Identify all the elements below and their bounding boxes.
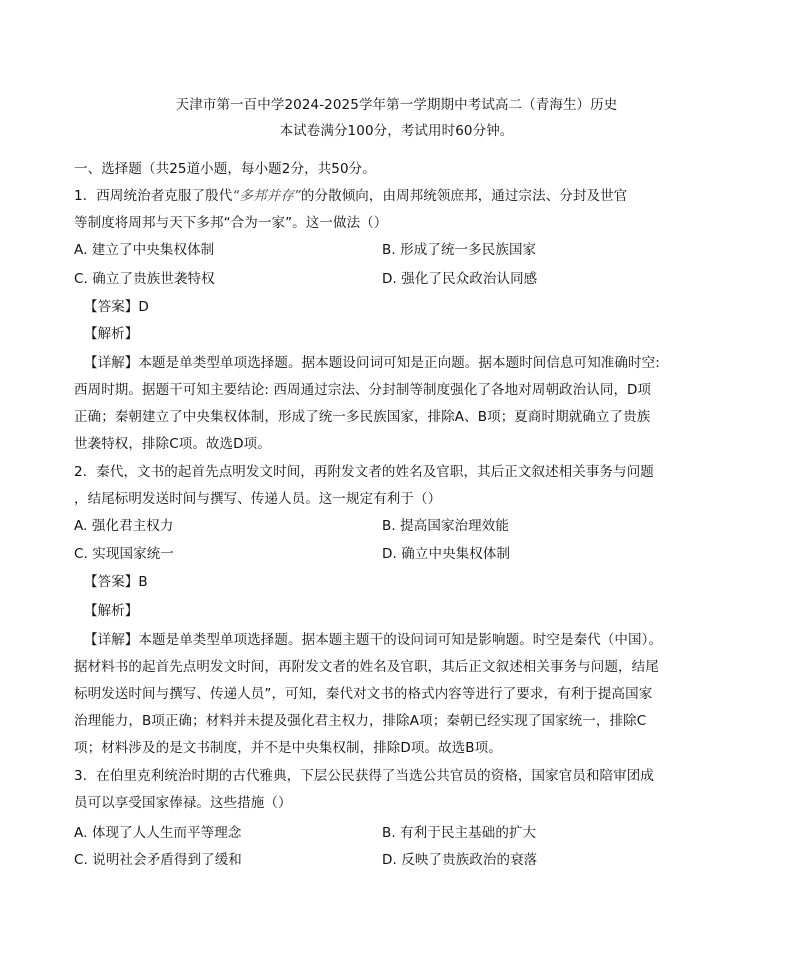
q1-option-a: A. 建立了中央集权体制 [74, 242, 215, 258]
q3-option-c: C. 说明社会矛盾得到了缓和 [74, 852, 242, 868]
q2-stem-line1: 2．秦代，文书的起首先点明发文时间，再附发文者的姓名及官职，其后正文叙述相关事务与问题 [74, 464, 654, 480]
q1-detail-line3: 正确；秦朝建立了中央集权体制，形成了统一多民族国家，排除A、B项；夏商时期就确立了贵族 [74, 409, 651, 425]
q2-detail-line4: 治理能力，B项正确；材料并未提及强化君主权力，排除A项；秦朝已经实现了国家统一，排除C [74, 713, 647, 729]
q3-option-b: B. 有利于民主基础的扩大 [382, 825, 537, 841]
q2-answer: 【答案】B [84, 574, 148, 590]
q2-option-c: C. 实现国家统一 [74, 546, 174, 562]
q2-analysis: 【解析】 [84, 603, 139, 619]
q2-option-d: D. 确立中央集权体制 [382, 546, 511, 562]
q1-option-d: D. 强化了民众政治认同感 [382, 271, 538, 287]
q1-stem-line2: 等制度将周邦与天下多邦“合为一家”。这一做法（） [74, 215, 388, 231]
q2-stem-line2: ，结尾标明发送时间与撰写、传递人员。这一规定有利于（） [74, 491, 442, 507]
q2-detail-line3: 标明发送时间与撰写、传递人员”，可知，秦代对文书的格式内容等进行了要求，有利于提高国家 [74, 686, 653, 702]
exam-subtitle: 本试卷满分100分，考试用时60分钟。 [279, 123, 514, 139]
q1-stem-post: 的分散倾向，由周邦统领庶邦，通过宗法、分封及世官 [300, 188, 628, 204]
exam-title: 天津市第一百中学2024-2025学年第一学期期中考试高二（青海生）历史 [175, 97, 618, 113]
q1-answer: 【答案】D [84, 299, 149, 315]
q1-detail-line4: 世袭特权，排除C项。故选D项。 [74, 436, 271, 452]
q1-stem-pre: 1．西周统治者克服了殷代 [74, 188, 233, 204]
q1-option-b: B. 形成了统一多民族国家 [382, 242, 537, 258]
q1-analysis: 【解析】 [84, 326, 139, 342]
q3-option-a: A. 体现了人人生而平等理念 [74, 825, 242, 841]
q1-detail-line2: 西周时期。据题干可知主要结论: 西周通过宗法、分封制等制度强化了各地对周朝政治认同，D项 [74, 382, 652, 398]
q1-stem-quote: “多邦并存” [232, 188, 301, 204]
q2-option-b: B. 提高国家治理效能 [382, 518, 509, 534]
q3-stem-line1: 3．在伯里克利统治时期的古代雅典，下层公民获得了当选公共官员的资格，国家官员和陪审团成 [74, 768, 654, 784]
q1-option-c: C. 确立了贵族世袭特权 [74, 271, 215, 287]
q3-stem-line2: 员可以享受国家俸禄。这些措施（） [74, 795, 292, 811]
q2-detail-line1: 【详解】本题是单类型单项选择题。据本题主题干的设问词可知是影响题。时空是秦代（中国）。 [84, 632, 663, 648]
section-heading: 一、选择题（共25道小题，每小题2分，共50分。 [74, 161, 376, 177]
q2-detail-line5: 项；材料涉及的是文书制度，并不是中央集权制，排除D项。故选B项。 [74, 740, 502, 756]
q3-option-d: D. 反映了贵族政治的衰落 [382, 852, 538, 868]
q1-stem-line1 [74, 187, 627, 205]
q2-option-a: A. 强化君主权力 [74, 518, 174, 534]
q2-detail-line2: 据材料书的起首先点明发文时间，再附发文者的姓名及官职，其后正文叙述相关事务与问题，结尾 [74, 659, 659, 675]
q1-detail-line1: 【详解】本题是单类型单项选择题。据本题设问词可知是正向题。据本题时间信息可知准确时空: [84, 355, 660, 371]
